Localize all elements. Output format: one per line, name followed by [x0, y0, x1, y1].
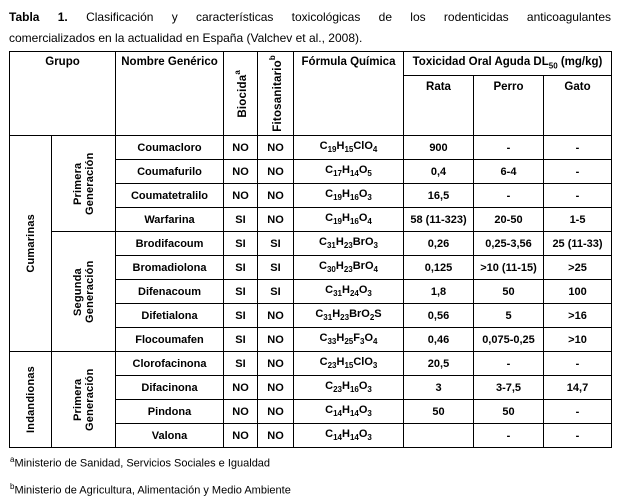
- rata-cell: 0,46: [404, 328, 474, 352]
- perro-cell: 0,075-0,25: [474, 328, 544, 352]
- name-cell: Flocoumafen: [116, 328, 224, 352]
- rata-cell: 3: [404, 376, 474, 400]
- vertical-label: Cumarinas: [24, 214, 37, 273]
- col-header-rata: Rata: [404, 76, 474, 136]
- gato-cell: -: [544, 400, 612, 424]
- rata-cell: 900: [404, 136, 474, 160]
- formula-cell: $C_{19}H_{15}ClO_4$: [294, 136, 404, 160]
- biocida-footnote-marker: a: [233, 69, 243, 75]
- perro-cell: -: [474, 136, 544, 160]
- table-row: [10, 352, 612, 376]
- caption-text: Clasificación y características toxicológicas de los rodenticidas anticoagulantes: [86, 10, 611, 24]
- gato-cell: >10: [544, 328, 612, 352]
- rata-cell: 58 (11-323): [404, 208, 474, 232]
- gato-cell: 1-5: [544, 208, 612, 232]
- biocida-cell: SI: [224, 328, 258, 352]
- perro-cell: 50: [474, 280, 544, 304]
- gato-cell: -: [544, 160, 612, 184]
- fitosanitario-cell: NO: [258, 304, 294, 328]
- fitosanitario-cell: NO: [258, 400, 294, 424]
- gato-cell: 100: [544, 280, 612, 304]
- name-cell: Clorofacinona: [116, 352, 224, 376]
- name-cell: Bromadiolona: [116, 256, 224, 280]
- footnote-b-marker: b: [10, 481, 15, 491]
- group-generation-cell: [52, 136, 116, 232]
- perro-cell: 0,25-3,56: [474, 232, 544, 256]
- toxicidad-label: Toxicidad Oral Aguda DL: [412, 56, 549, 69]
- col-header-toxicidad: [404, 52, 612, 76]
- perro-cell: 6-4: [474, 160, 544, 184]
- perro-cell: -: [474, 352, 544, 376]
- biocida-cell: SI: [224, 208, 258, 232]
- rata-cell: 20,5: [404, 352, 474, 376]
- group-generation-cell: [52, 352, 116, 448]
- toxicidad-units: (mg/kg): [557, 56, 603, 69]
- fitosanitario-cell: SI: [258, 232, 294, 256]
- footnote-b-text: Ministerio de Agricultura, Alimentación y Medio Ambiente: [14, 484, 291, 497]
- col-header-biocida: [224, 52, 258, 136]
- name-cell: Coumatetralilo: [116, 184, 224, 208]
- biocida-cell: SI: [224, 304, 258, 328]
- biocida-cell: SI: [224, 352, 258, 376]
- gato-cell: >25: [544, 256, 612, 280]
- vertical-label: Primera Generación: [71, 368, 96, 431]
- fitosanitario-cell: SI: [258, 280, 294, 304]
- formula-cell: $C_{19}H_{16}O_4$: [294, 208, 404, 232]
- fitosanitario-cell: NO: [258, 376, 294, 400]
- perro-cell: -: [474, 424, 544, 448]
- rata-cell: 0,26: [404, 232, 474, 256]
- perro-cell: -: [474, 184, 544, 208]
- gato-cell: -: [544, 184, 612, 208]
- rata-cell: 0,4: [404, 160, 474, 184]
- caption-line-1: [9, 7, 611, 28]
- name-cell: Difenacoum: [116, 280, 224, 304]
- biocida-cell: NO: [224, 184, 258, 208]
- col-header-formula-quimica: Fórmula Química: [294, 52, 404, 136]
- fitosanitario-footnote-marker: b: [268, 55, 278, 61]
- fitosanitario-cell: NO: [258, 352, 294, 376]
- vertical-label: [232, 70, 249, 118]
- fitosanitario-label: Fitosanitario: [271, 60, 284, 132]
- fitosanitario-cell: NO: [258, 328, 294, 352]
- biocida-cell: NO: [224, 160, 258, 184]
- group-generation-cell: [52, 232, 116, 352]
- formula-cell: $C_{31}H_{23}BrO_2S$: [294, 304, 404, 328]
- name-cell: Warfarina: [116, 208, 224, 232]
- vertical-label: Segunda Generación: [71, 260, 96, 323]
- biocida-cell: NO: [224, 400, 258, 424]
- header-row-1: [10, 52, 612, 76]
- vertical-label: Primera Generación: [71, 152, 96, 215]
- table-body: [10, 136, 612, 448]
- name-cell: Difetialona: [116, 304, 224, 328]
- col-header-fitosanitario: [258, 52, 294, 136]
- table-row: [10, 136, 612, 160]
- formula-cell: $C_{33}H_{25}F_3O_4$: [294, 328, 404, 352]
- caption-line-2: comercializados en la actualidad en España (Valchev et al., 2008).: [9, 31, 363, 45]
- footnote-a: [10, 453, 611, 471]
- fitosanitario-cell: SI: [258, 256, 294, 280]
- fitosanitario-cell: NO: [258, 208, 294, 232]
- group-family-cell: [10, 136, 52, 352]
- formula-cell: $C_{14}H_{14}O_3$: [294, 424, 404, 448]
- fitosanitario-cell: NO: [258, 160, 294, 184]
- col-header-gato: Gato: [544, 76, 612, 136]
- fitosanitario-cell: NO: [258, 136, 294, 160]
- formula-cell: $C_{23}H_{16}O_3$: [294, 376, 404, 400]
- gato-cell: >16: [544, 304, 612, 328]
- gato-cell: -: [544, 136, 612, 160]
- gato-cell: -: [544, 424, 612, 448]
- vertical-label: [267, 55, 284, 132]
- name-cell: Brodifacoum: [116, 232, 224, 256]
- perro-cell: >10 (11-15): [474, 256, 544, 280]
- formula-cell: $C_{31}H_{24}O_3$: [294, 280, 404, 304]
- fitosanitario-cell: NO: [258, 184, 294, 208]
- perro-cell: 5: [474, 304, 544, 328]
- caption-label: Tabla 1.: [9, 10, 68, 24]
- group-family-cell: [10, 352, 52, 448]
- biocida-cell: SI: [224, 256, 258, 280]
- biocida-cell: NO: [224, 376, 258, 400]
- formula-cell: $C_{23}H_{15}ClO_3$: [294, 352, 404, 376]
- col-header-perro: Perro: [474, 76, 544, 136]
- name-cell: Difacinona: [116, 376, 224, 400]
- dl50-subscript: 50: [548, 61, 558, 71]
- perro-cell: 50: [474, 400, 544, 424]
- formula-cell: $C_{14}H_{14}O_3$: [294, 400, 404, 424]
- perro-cell: 3-7,5: [474, 376, 544, 400]
- biocida-label: Biocida: [236, 74, 249, 118]
- vertical-label: Indandionas: [24, 366, 37, 433]
- col-header-nombre-generico: Nombre Genérico: [116, 52, 224, 136]
- perro-cell: 20-50: [474, 208, 544, 232]
- footnote-a-text: Ministerio de Sanidad, Servicios Sociales e Igualdad: [14, 457, 271, 470]
- name-cell: Pindona: [116, 400, 224, 424]
- col-header-grupo: Grupo: [10, 52, 116, 136]
- name-cell: Coumacloro: [116, 136, 224, 160]
- gato-cell: -: [544, 352, 612, 376]
- gato-cell: 14,7: [544, 376, 612, 400]
- table-row: [10, 232, 612, 256]
- name-cell: Valona: [116, 424, 224, 448]
- rodenticides-table: [9, 51, 612, 448]
- rata-cell: 0,56: [404, 304, 474, 328]
- gato-cell: 25 (11-33): [544, 232, 612, 256]
- rata-cell: 1,8: [404, 280, 474, 304]
- footnote-b: [10, 480, 611, 497]
- fitosanitario-cell: NO: [258, 424, 294, 448]
- footnote-a-marker: a: [10, 455, 15, 464]
- biocida-cell: NO: [224, 424, 258, 448]
- biocida-cell: SI: [224, 280, 258, 304]
- formula-cell: $C_{17}H_{14}O_5$: [294, 160, 404, 184]
- rata-cell: 0,125: [404, 256, 474, 280]
- table-caption: [9, 7, 611, 49]
- biocida-cell: NO: [224, 136, 258, 160]
- rata-cell: [404, 424, 474, 448]
- formula-cell: $C_{30}H_{23}BrO_4$: [294, 256, 404, 280]
- name-cell: Coumafurilo: [116, 160, 224, 184]
- formula-cell: $C_{19}H_{16}O_3$: [294, 184, 404, 208]
- rata-cell: 16,5: [404, 184, 474, 208]
- biocida-cell: SI: [224, 232, 258, 256]
- rata-cell: 50: [404, 400, 474, 424]
- formula-cell: $C_{31}H_{23}BrO_3$: [294, 232, 404, 256]
